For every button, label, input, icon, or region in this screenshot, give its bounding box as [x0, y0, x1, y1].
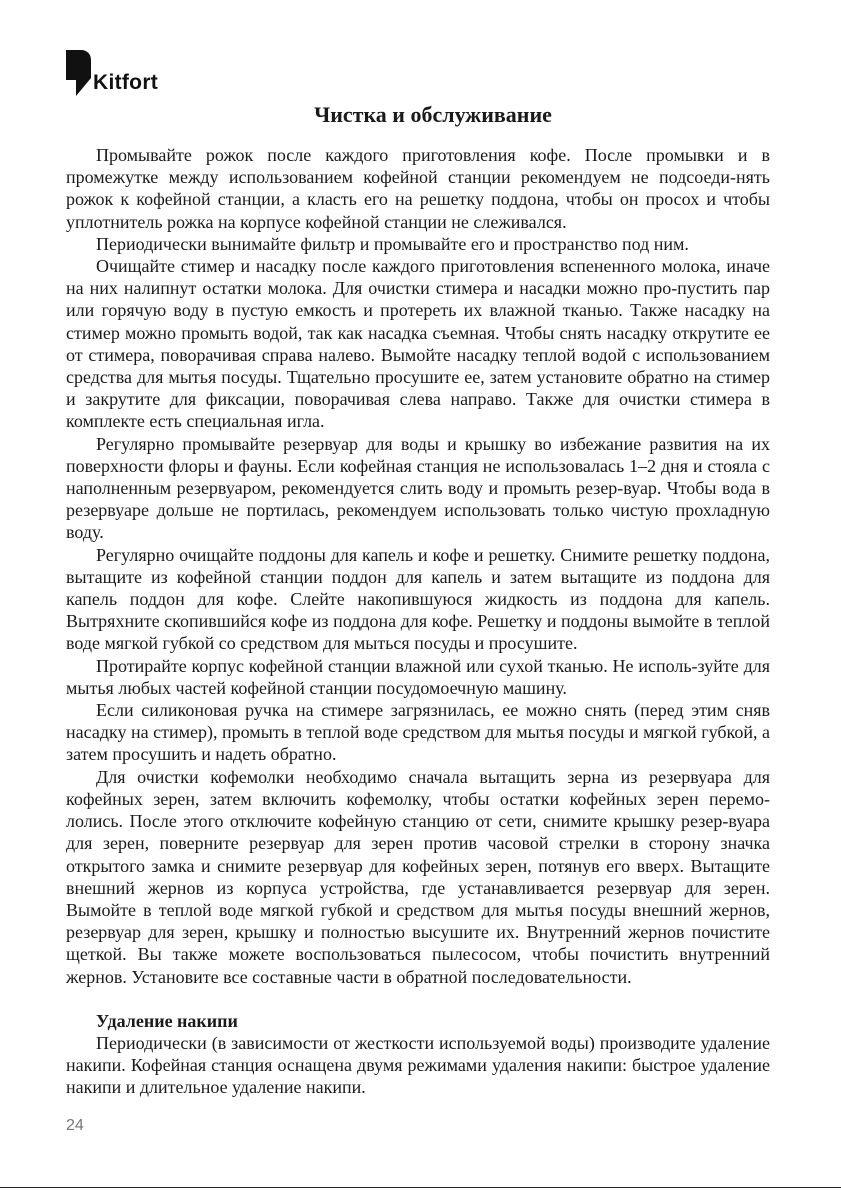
paragraph: Периодически (в зависимости от жесткости используемой воды) производите удаление накипи. Кофейная станция оснащена двумя режимами удаления накипи: быстрое удаление накипи и длительное удаление накипи.: [66, 1032, 770, 1098]
section-heading: Удаление накипи: [96, 1010, 238, 1031]
paragraph: Протирайте корпус кофейной станции влажной или сухой тканью. Не исполь-зуйте для мытья любых частей кофейной станции посудомоечную машину.: [66, 655, 770, 698]
bottom-rule: [0, 1187, 841, 1188]
paragraph: Очищайте стимер и насадку после каждого приготовления вспененного молока, иначе на них налипнут остатки молока. Для очистки стимера и насадки можно про-пустить пар или горячую воду в пустую емкость и протереть их влажной тканью. Также насадку на стимер можно промыть водой, так как насадка съемная. Чтобы снять насадку открутите ее от стимера, поворачивая справа налево. Вымойте насадку теплой водой с использованием средства для мытья посуды. Тщательно просушите ее, затем установите обратно на стимер и закрутите для фиксации, поворачивая слева направо. Также для очистки стимера в комплекте есть специальная игла.: [66, 256, 770, 432]
paragraph: Промывайте рожок после каждого приготовления кофе. После промывки и в промежутке между использованием кофейной станции рекомендуем не подсоеди-нять рожок к кофейной станции, а класть его на решетку поддона, чтобы он просох и чтобы уплотнитель рожка на корпусе кофейной станции не слеживался.: [66, 145, 770, 232]
paragraph: Регулярно очищайте поддоны для капель и кофе и решетку. Снимите решетку поддона, вытащите из кофейной станции поддон для капель и затем вытащите из поддона для капель поддон для кофе. Слейте накопившуюся жидкость из поддона для капель. Вытряхните скопившийся кофе из поддона для кофе. Решетку и поддоны вымойте в теплой воде мягкой губкой со средством для мыться посуды и просушите.: [66, 544, 770, 654]
document-body: [66, 144, 770, 1099]
paragraph: Если силиконовая ручка на стимере загрязнилась, ее можно снять (перед этим сняв насадку на стимер), промыть в теплой воде средством для мытья посуды и мягкой губкой, а затем просушить и надеть обратно.: [66, 700, 770, 765]
paragraph: Для очистки кофемолки необходимо сначала вытащить зерна из резервуара для кофейных зерен, затем включить кофемолку, чтобы остатки кофейных зерен перемо-лолись. После этого отключите кофейную станцию от сети, снимите крышку резер-вуара для зерен, поверните резервуар для зерен против часовой стрелки в сторону значка открытого замка и снимите резервуар для кофейных зерен, потянув его вверх. Вытащите внешний жернов из корпуса устройства, где устанавливается резервуар для зерен. Вымойте в теплой воде мягкой губкой и средством для мытья посуды внешний жернов, резервуар для зерен, крышку и полностью высушите их. Внутренний жернов почистите щеткой. Вы также можете воспользоваться пылесосом, чтобы почистить внутренний жернов. Установите все составные части в обратной последовательности.: [66, 766, 770, 987]
page-number: 24: [66, 1117, 84, 1134]
paragraph: Регулярно промывайте резервуар для воды и крышку во избежание развития на их поверхности флоры и фауны. Если кофейная станция не использовалась 1–2 дня и стояла с наполненным резервуаром, рекомендуется слить воду и промыть резер-вуар. Чтобы вода в резервуаре дольше не портилась, рекомендуем использовать только чистую прохладную воду.: [66, 433, 770, 543]
page-title: Чистка и обслуживание: [314, 102, 552, 127]
brand-name: Kitfort: [93, 71, 159, 94]
paragraph: Периодически вынимайте фильтр и промывайте его и пространство под ним.: [96, 233, 689, 254]
kitfort-logo-icon: [66, 50, 91, 96]
brand-logo: [66, 50, 158, 96]
